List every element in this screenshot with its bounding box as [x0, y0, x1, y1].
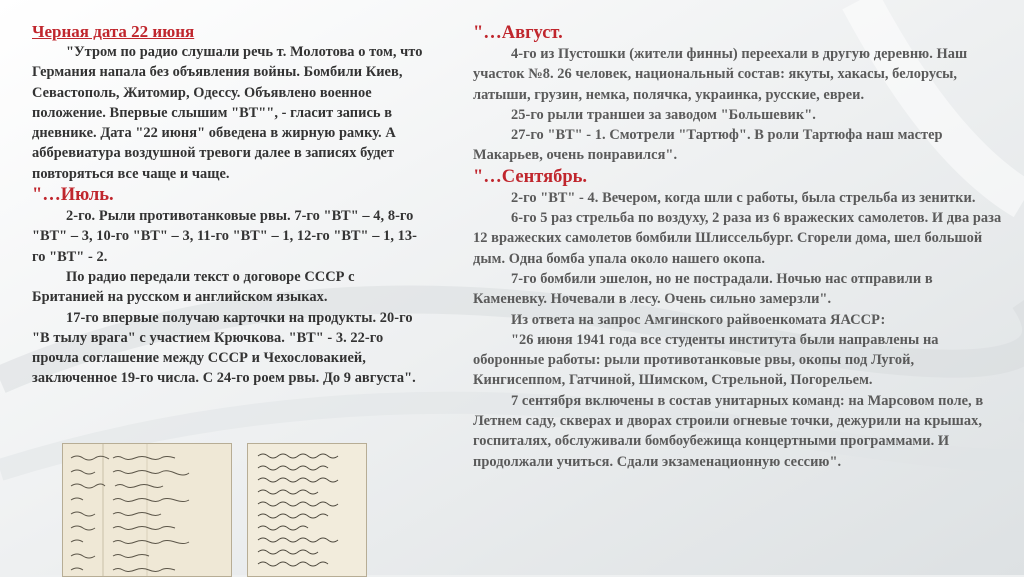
handwritten-page-image — [248, 444, 366, 576]
paragraph-september-2: 2-го "ВТ" - 4. Вечером, когда шли с работы, была стрельба из зенитки. — [511, 189, 976, 206]
paragraph-military-reply: Из ответа на запрос Амгинского райвоенкомата ЯАССР: — [511, 311, 886, 328]
paragraph-july-17: 17-го впервые получаю карточки на продукты. 20-го "В тылу врага" с участием Крючкова. "ВТ" - 3. 22-го прочла соглашение между СССР и Чехословакией, заключенное 19-го числа. С 24-го роем рвы. До 9 августа". — [32, 309, 416, 387]
diary-photo-2 — [247, 443, 367, 577]
paragraph-unitary-teams: 7 сентября включены в состав унитарных команд: на Марсовом поле, в Летнем саду, скверах и дворах строили огневые точки, дежурили на крышах, госпиталях, обслуживали бомбоубежища концертными программами. И продолжали учиться. Сдали экзаменационную сессию". — [473, 392, 984, 470]
paragraph-treaty: По радио передали текст о договоре СССР с Британией на русском и английском языках. — [32, 268, 355, 306]
right-column — [473, 22, 1005, 472]
heading-august: "…Август. — [473, 23, 563, 43]
paragraph-diary-quote: "Утром по радио слушали речь т. Молотова о том, что Германия напала без объявления войны. Бомбили Киев, Севастополь, Житомир, Одессу. Объявлено военное положение. Впервые слышим "ВТ"", - гласит запись в дневнике. Дата "22 июня" обведена в жирную рамку. А аббревиатура воздушной тревоги далее в записях будет повторяться все чаще и чаще. — [32, 44, 423, 182]
paragraph-august-4: 4-го из Пустошки (жители финны) переехали в другую деревню. Наш участок №8. 26 человек, национальный состав: якуты, хакасы, белорусы, латыши, грузин, немка, полячка, украинка, русские, евреи. — [473, 46, 968, 103]
paragraph-july-2: 2-го. Рыли противотанковые рвы. 7-го "ВТ" – 4, 8-го "ВТ" – 3, 10-го "ВТ" – 3, 11-го "ВТ" – 1, 12-го "ВТ" – 1, 13-го "ВТ" - 2. — [32, 208, 417, 265]
paragraph-august-27: 27-го "ВТ" - 1. Смотрели "Тартюф". В роли Тартюфа наш мастер Макарьев, очень понравился". — [473, 127, 943, 164]
paragraph-september-7: 7-го бомбили эшелон, но не пострадали. Ночью нас отправили в Каменевку. Ночевали в лесу. Очень сильно замерзли". — [473, 270, 933, 308]
heading-september: "…Сентябрь. — [473, 166, 588, 187]
paragraph-june-26: "26 июня 1941 года все студенты института были направлены на оборонные работы: рыли противотанковые рвы, окопы под Лугой, Кингисеппом, Гатчиной, Шимском, Стрельной, Погорельем. — [473, 331, 939, 389]
handwritten-page-image — [63, 444, 231, 576]
diary-photo-1 — [62, 443, 232, 577]
heading-black-date: Черная дата 22 июня — [32, 22, 195, 41]
heading-july: "…Июль. — [32, 185, 114, 206]
paragraph-september-6: 6-го 5 раз стрельба по воздуху, 2 раза из 6 вражеских самолетов. И два раза 12 вражеских самолетов бомбили Шлиссельбург. Сгорели дома, шел большой дым. Одна бомба упала около нашего окопа. — [473, 210, 1002, 267]
left-column — [32, 22, 427, 389]
paragraph-august-25: 25-го рыли траншеи за заводом "Большевик". — [511, 106, 816, 123]
